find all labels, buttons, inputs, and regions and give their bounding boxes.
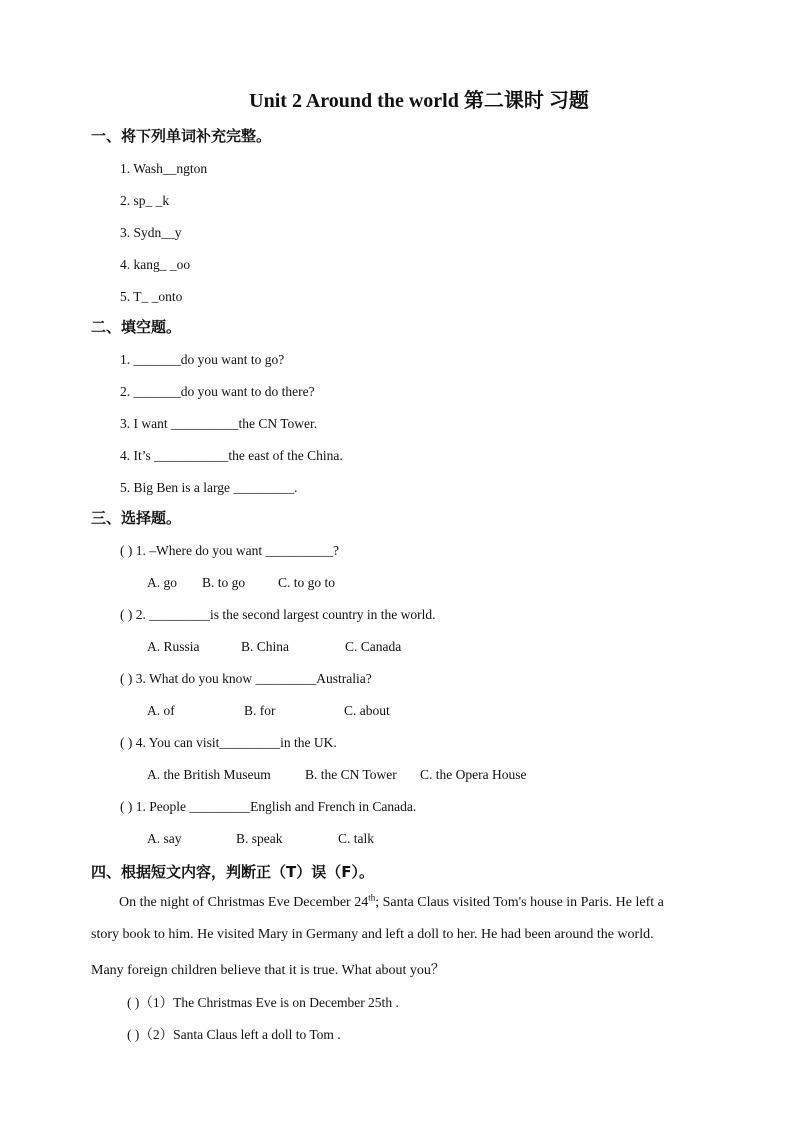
section-1-heading: 一、将下列单词补充完整。 — [91, 127, 272, 145]
question-1-option-b: B. to go — [202, 575, 246, 590]
statement-2: ( )（2）Santa Claus left a doll to Tom . — [127, 1027, 341, 1042]
question-2-option-b: B. China — [241, 639, 290, 654]
section-1-item-4: 4. kang_ _oo — [120, 257, 191, 272]
question-4-option-c: C. the Opera House — [420, 767, 527, 782]
section-1-item-5: 5. T_ _onto — [120, 289, 183, 304]
question-5-option-a: A. say — [147, 831, 182, 846]
passage-line-3: Many foreign children believe that it is true. What about you？ — [91, 963, 445, 978]
section-1-item-2: 2. sp_ _k — [120, 193, 170, 208]
passage-line-1-start: On the night of Christmas Eve December 24 — [119, 895, 369, 910]
question-4-option-b: B. the CN Tower — [305, 767, 397, 782]
section-1-item-3: 3. Sydn__y — [120, 225, 182, 240]
section-3-heading: 三、选择题。 — [91, 509, 182, 527]
question-4-option-a: A. the British Museum — [147, 767, 271, 782]
section-4-heading: 四、根据短文内容，判断正（T）误（F）。 — [91, 863, 374, 881]
question-5-option-b: B. speak — [236, 831, 283, 846]
section-2-item-2: 2. _______do you want to do there? — [120, 384, 315, 399]
section-2-heading: 二、填空题。 — [91, 318, 182, 336]
question-3-stem: ( ) 3. What do you know _________Australia? — [120, 671, 372, 686]
passage-line-1-superscript: th — [368, 892, 376, 903]
section-2-item-4: 4. It’s ___________the east of the China. — [120, 448, 343, 463]
question-2-option-c: C. Canada — [345, 639, 402, 654]
question-2-stem: ( ) 2. _________is the second largest country in the world. — [120, 607, 436, 622]
question-1-option-a: A. go — [147, 575, 177, 590]
question-3-option-c: C. about — [344, 703, 390, 718]
page-title: Unit 2 Around the world 第二课时 习题 — [249, 90, 589, 112]
question-1-stem: ( ) 1. –Where do you want __________? — [120, 543, 339, 558]
section-2-item-3: 3. I want __________the CN Tower. — [120, 416, 318, 431]
question-5-option-c: C. talk — [338, 831, 374, 846]
section-2-item-5: 5. Big Ben is a large _________. — [120, 480, 298, 495]
question-2-option-a: A. Russia — [147, 639, 200, 654]
question-1-option-c: C. to go to — [278, 575, 336, 590]
question-5-stem: ( ) 1. People _________English and French in Canada. — [120, 799, 417, 814]
passage-line-1-end: ; Santa Claus visited Tom's house in Paris. He left a — [375, 895, 664, 910]
passage-line-1 — [119, 892, 664, 911]
section-1-item-1: 1. Wash__ngton — [120, 161, 208, 176]
passage-line-2: story book to him. He visited Mary in Germany and left a doll to her. He had been around the world. — [91, 927, 654, 942]
question-3-option-b: B. for — [244, 703, 276, 718]
question-4-stem: ( ) 4. You can visit_________in the UK. — [120, 735, 337, 750]
section-2-item-1: 1. _______do you want to go? — [120, 352, 285, 367]
question-3-option-a: A. of — [147, 703, 175, 718]
statement-1: ( )（1）The Christmas Eve is on December 25th . — [127, 995, 399, 1010]
